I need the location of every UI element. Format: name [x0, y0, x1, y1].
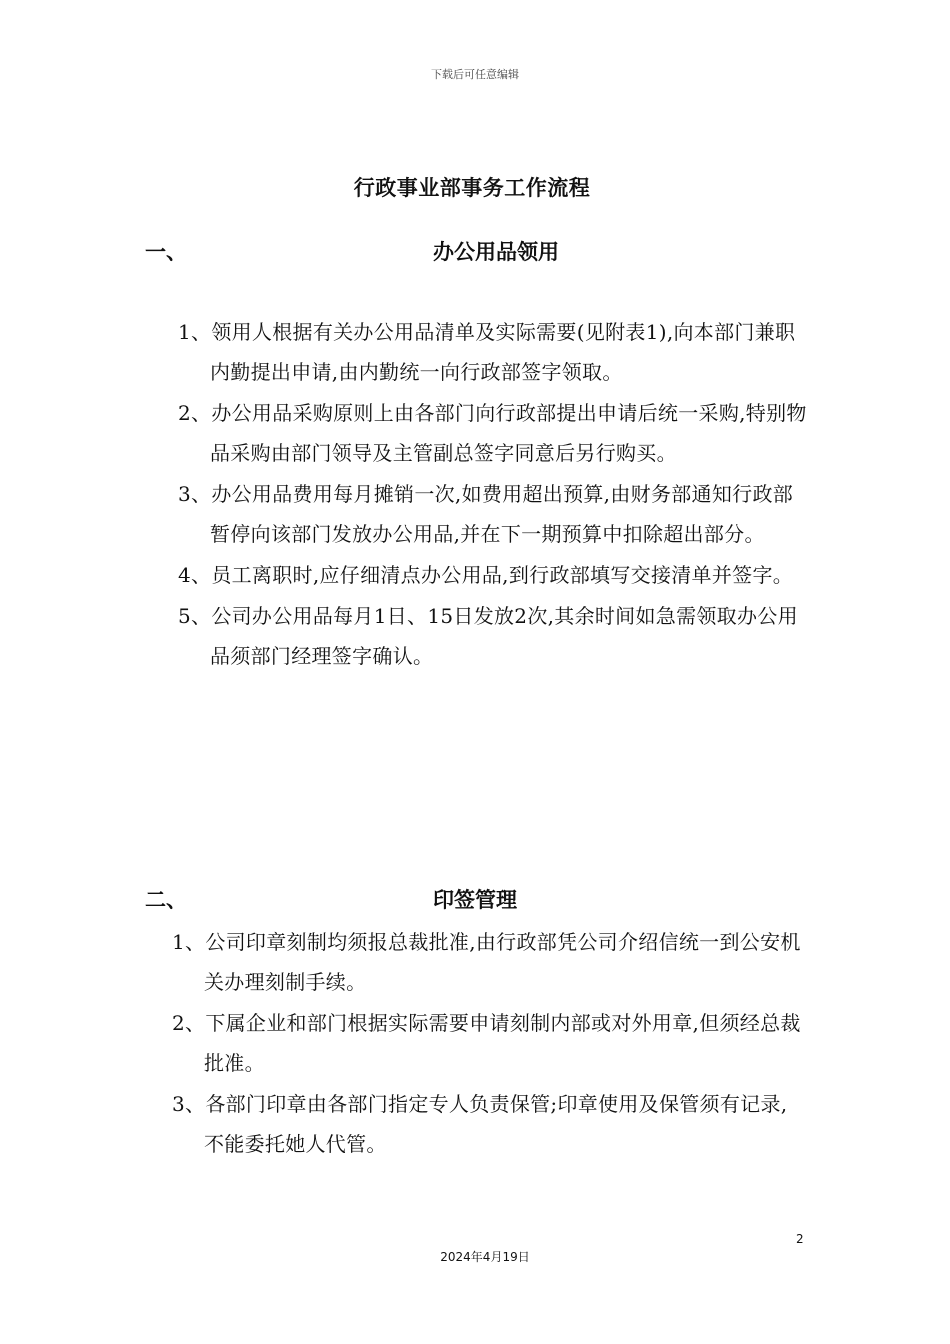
section-number: 二、 — [145, 887, 187, 912]
list-item: 3、办公用品费用每月摊销一次,如费用超出预算,由财务部通知行政部暂停向该部门发放办公用品,并在下一期预算中扣除超出部分。 — [178, 482, 794, 546]
footer-date: 2024年4月19日 — [440, 1250, 530, 1264]
list-item: 5、公司办公用品每月1日、15日发放2次,其余时间如急需领取办公用品须部门经理签字确认。 — [178, 604, 798, 668]
list-item: 1、领用人根据有关办公用品清单及实际需要(见附表1),向本部门兼职内勤提出申请,由内勤统一向行政部签字领取。 — [178, 320, 796, 384]
list-item: 2、下属企业和部门根据实际需要申请刻制内部或对外用章,但须经总裁批准。 — [172, 1011, 801, 1075]
section-number: 一、 — [145, 239, 187, 264]
list-item: 1、公司印章刻制均须报总裁批准,由行政部凭公司介绍信统一到公安机关办理刻制手续。 — [172, 930, 801, 994]
section-title: 办公用品领用 — [433, 239, 559, 264]
page-number: 2 — [796, 1232, 804, 1246]
section-1-list — [178, 312, 808, 677]
list-item: 2、办公用品采购原则上由各部门向行政部提出申请后统一采购,特别物品采购由部门领导及主管副总签字同意后另行购买。 — [178, 401, 807, 465]
section-title: 印签管理 — [433, 887, 517, 912]
section-heading-2 — [145, 884, 845, 916]
section-2-list — [172, 922, 802, 1165]
list-item: 3、各部门印章由各部门指定专人负责保管;印章使用及保管须有记录,不能委托她人代管。 — [172, 1092, 788, 1156]
document-title: 行政事业部事务工作流程 — [353, 175, 591, 200]
header-note: 下载后可任意编辑 — [431, 68, 519, 81]
section-heading-1 — [145, 236, 845, 268]
list-item: 4、员工离职时,应仔细清点办公用品,到行政部填写交接清单并签字。 — [178, 563, 794, 587]
